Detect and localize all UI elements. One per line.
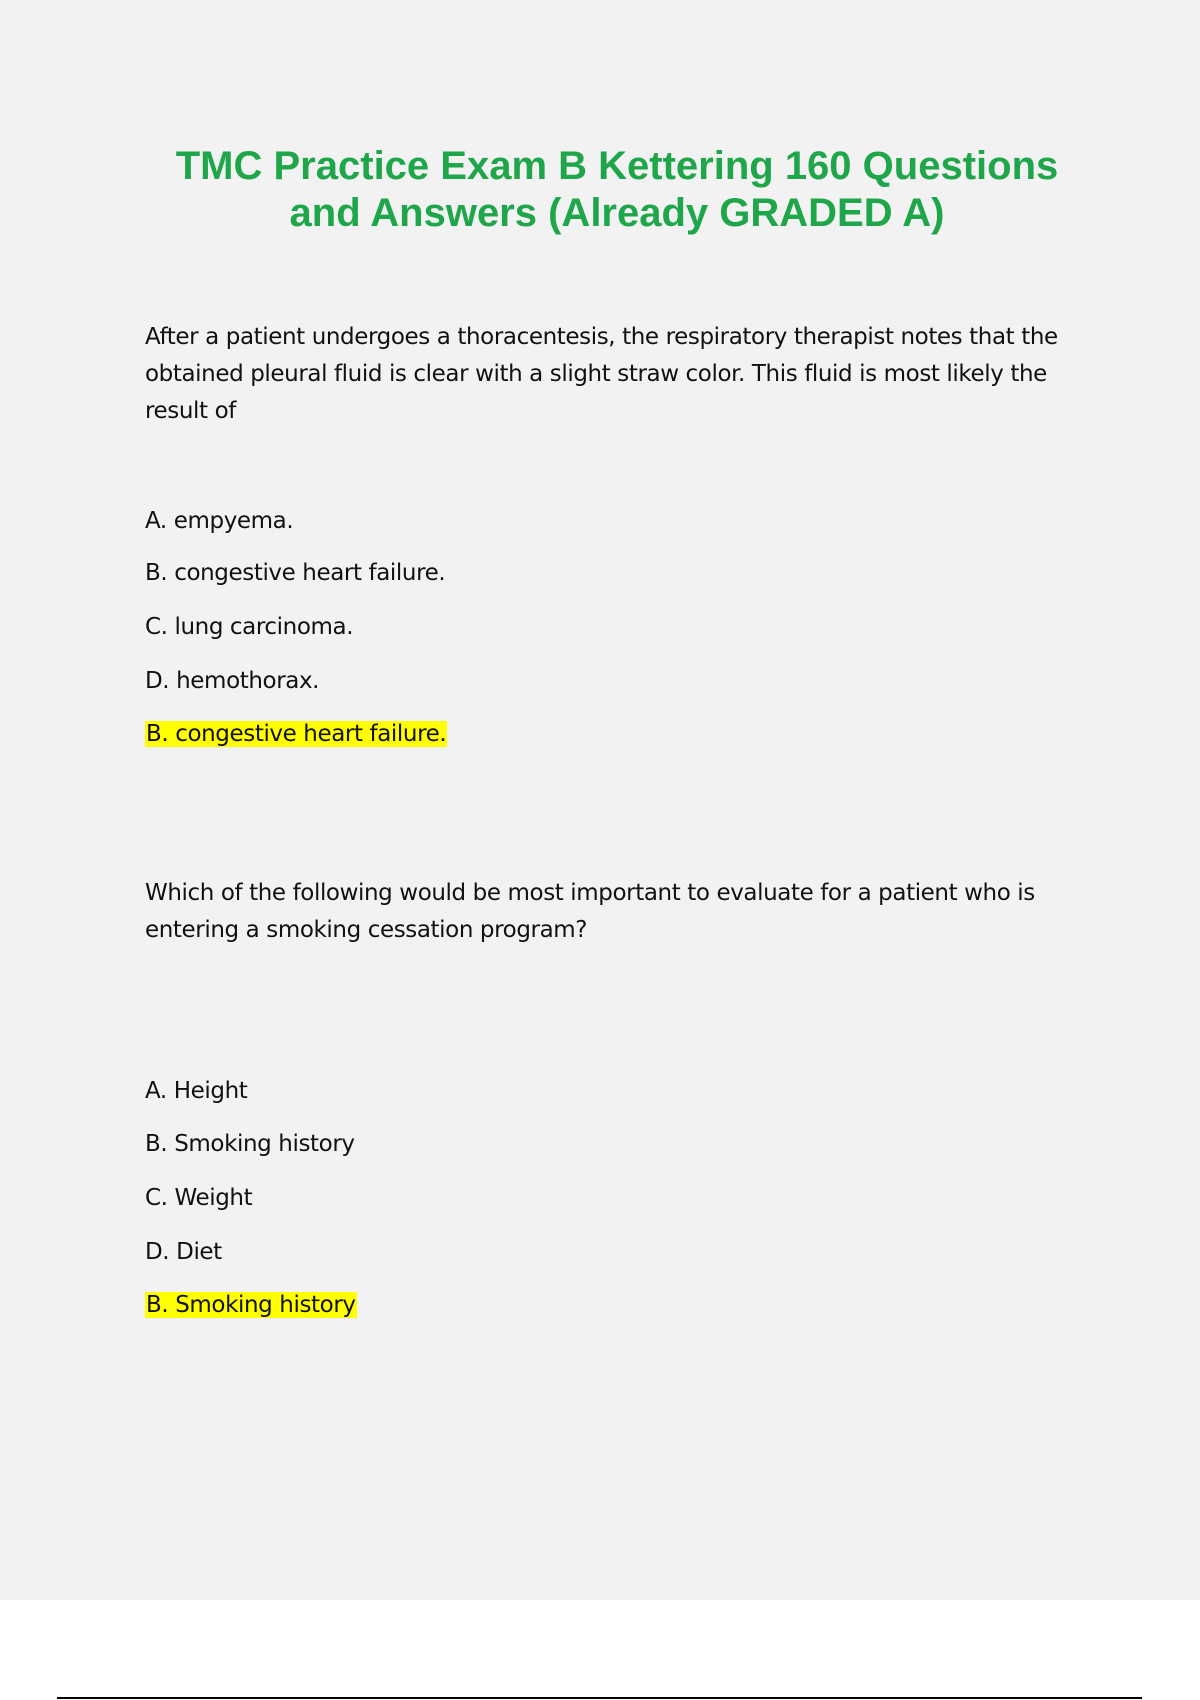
question-2-answer-row	[145, 1289, 357, 1321]
question-1-answer-row	[145, 718, 447, 750]
question-2-text: Which of the following would be most important to evaluate for a patient who is entering a smoking cessation program?	[145, 880, 1035, 943]
question-1-option-d: D. hemothorax.	[145, 668, 320, 694]
question-2-option-b: B. Smoking history	[145, 1131, 355, 1157]
question-1-option-a: A. empyema.	[145, 508, 294, 534]
document-title	[60, 143, 1174, 237]
question-1-option-c: C. lung carcinoma.	[145, 614, 354, 640]
question-2-option-d: D. Diet	[145, 1239, 222, 1265]
question-2-option-c: C. Weight	[145, 1185, 253, 1211]
question-1-answer: B. congestive heart failure.	[146, 721, 447, 747]
question-2-option-a: A. Height	[145, 1078, 248, 1104]
question-1-text: After a patient undergoes a thoracentesis, the respiratory therapist notes that the obtained pleural fluid is clear with a slight straw color. This fluid is most likely the result of	[145, 324, 1058, 424]
page-divider	[57, 1697, 1142, 1699]
title-line-2: and Answers (Already GRADED A)	[289, 191, 945, 235]
question-1-option-b: B. congestive heart failure.	[145, 560, 446, 586]
title-line-1: TMC Practice Exam B Kettering 160 Questions	[175, 144, 1059, 188]
question-2-answer: B. Smoking history	[146, 1292, 356, 1318]
